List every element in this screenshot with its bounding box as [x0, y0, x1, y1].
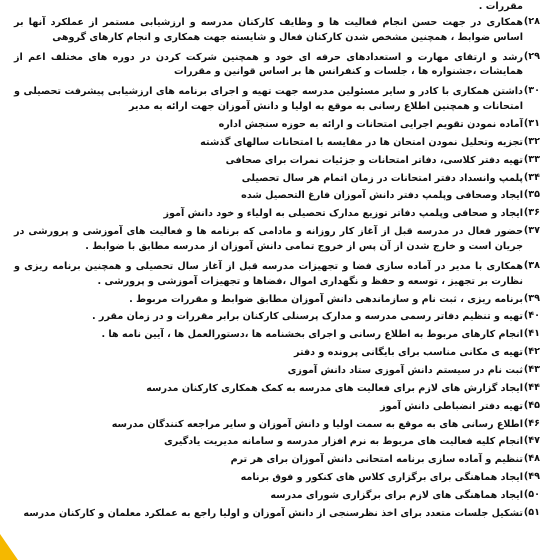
item-text: انجام کارهای مربوط به اطلاع رسانی و اجرای بخشنامه ها ،دستورالعمل ها ، آیین نامه ها . [101, 329, 523, 341]
continuation-line [14, 0, 540, 15]
list-item [14, 400, 540, 415]
item-number: ۴۳) [523, 364, 540, 376]
document-page [14, 0, 540, 560]
list-item [14, 136, 540, 151]
list-item [14, 189, 540, 204]
page-corner-decoration [0, 534, 18, 560]
item-number: ۴۱) [523, 328, 540, 340]
item-text: ایجاد هماهنگی های لازم برای برگزاری شورای مدرسه [270, 490, 523, 502]
list-item [14, 293, 540, 308]
item-number: ۳۵) [523, 189, 540, 201]
list-item [14, 260, 540, 290]
list-item [14, 328, 540, 343]
item-number: ۴۵) [523, 399, 540, 411]
item-text: برنامه ریزی ، ثبت نام و سازماندهی دانش آموزان مطابق ضوابط و مقررات مربوط . [129, 293, 523, 305]
item-text: تشکیل جلسات متعدد برای اخذ نظرسنجی از دانش آموزان و اولیا راجع به عملکرد معلمان و کارکنان مدرسه [23, 507, 523, 519]
item-number: ۳۸) [523, 259, 540, 271]
item-number: ۴۷) [523, 435, 540, 447]
item-text: انجام کلیه فعالیت های مربوط به نرم افزار مدرسه و سامانه مدیریت یادگیری [163, 436, 523, 448]
item-number: ۳۳) [523, 153, 540, 165]
list-item [14, 346, 540, 361]
item-text: ایجاد هماهنگی برای برگزاری کلاس های کنکور و فوق برنامه [240, 472, 523, 484]
list-item [14, 471, 540, 486]
item-number: ۴۴) [523, 381, 540, 393]
item-number: ۳۲) [523, 135, 540, 147]
item-text: رشد و ارتقای مهارت و استعدادهای حرفه ای خود و همچنین شرکت کردن در دوره های مختلف اعم از همایشات ،جشنواره ها ، جلسات و کنفرانس ها بر اساس قوانین و مقررات [14, 51, 523, 78]
item-text: داشتن همکاری با کادر و سایر مسئولین مدرسه جهت تهیه و اجرای برنامه های ارزشیابی پیشرفت تحصیلی و امتحانات و همچنین اطلاع رسانی به موقع به اولیا و دانش آموزان جهت ارائه به مدیر [14, 86, 523, 113]
continuation-text: مقررات . [478, 1, 523, 12]
list-item [14, 507, 540, 522]
item-number: ۲۹) [523, 50, 540, 62]
list-item [14, 418, 540, 433]
item-text: تهیه و تنظیم دفاتر رسمی مدرسه و مدارک پرسنلی کارکنان برابر مقررات و در زمان مقرر . [91, 311, 523, 323]
item-number: ۳۹) [523, 292, 540, 304]
item-text: ایجاد وصحافی وپلمپ دفتر دانش آموزان فارغ التحصیل شده [241, 190, 523, 202]
item-number: ۴۸) [523, 453, 540, 465]
item-text: پلمپ وانسداد دفتر امتحانات در زمان اتمام هر سال تحصیلی [241, 172, 523, 184]
list-item [14, 310, 540, 325]
list-item [14, 51, 540, 81]
item-number: ۴۶) [523, 417, 540, 429]
list-item [14, 364, 540, 379]
item-text: تهیه دفتر کلاسی، دفاتر امتحانات و جزئیات نمرات برای صحافی [225, 154, 523, 166]
item-text: ایجاد گزارش های لازم برای فعالیت های مدرسه به کمک همکاری کارکنان مدرسه [146, 382, 523, 394]
item-number: ۴۰) [523, 310, 540, 322]
list-item [14, 382, 540, 397]
item-number: ۳۶) [523, 207, 540, 219]
item-text: تجزیه وتحلیل نمودن امتحان ها در مقایسه با امتحانات سالهای گذشته [200, 136, 523, 148]
item-number: ۳۱) [523, 118, 540, 130]
item-number: ۲۸) [523, 15, 540, 27]
item-number: ۵۰) [523, 489, 540, 501]
list-item [14, 225, 540, 255]
item-number: ۵۱) [523, 506, 540, 518]
list-item [14, 154, 540, 169]
list-item [14, 489, 540, 504]
item-text: اطلاع رسانی های به موقع به سمت اولیا و دانش آموزان و سایر مراجعه کنندگان مدرسه [111, 418, 523, 430]
list-item [14, 118, 540, 133]
list-item [14, 16, 540, 46]
list-item [14, 207, 540, 222]
list-item [14, 453, 540, 468]
item-text: همکاری با مدیر در آماده سازی فضا و تجهیزات مدرسه قبل از آغاز سال تحصیلی و همچنین برنامه ریزی و نظارت بر تجهیز ، توسعه و حفظ و نگهداری اموال ،فضاها و تجهیزات آموزشی و پرورشی . [14, 260, 523, 287]
item-number: ۳۴) [523, 171, 540, 183]
item-number: ۳۰) [523, 85, 540, 97]
item-number: ۳۷) [523, 225, 540, 237]
list-item [14, 435, 540, 450]
item-text: حضور فعال در مدرسه قبل از آغاز کار روزانه و مادامی که برنامه ها و فعالیت های آموزشی و پرورشی در جریان است و خارج شدن از آن پس از خروج تمامی دانش آموزان از مدرسه مطابق با ضوابط . [14, 226, 523, 253]
item-number: ۴۹) [523, 471, 540, 483]
item-text: تهیه دفتر انضباطی دانش آموز [380, 400, 523, 412]
item-text: تنظیم و آماده سازی برنامه امتحانی دانش آموزان برای هر ترم [230, 454, 523, 466]
list-item [14, 172, 540, 187]
list-item [14, 85, 540, 115]
item-text: تهیه ی مکانی مناسب برای بایگانی پرونده و دفتر [293, 347, 523, 359]
item-text: آماده نمودن تقویم اجرایی امتحانات و ارائه به حوزه سنجش اداره [218, 119, 523, 131]
item-text: ایجاد و صحافی وپلمپ دفاتر توزیع مدارک تحصیلی به اولیاء و خود دانش آموز [163, 208, 523, 220]
item-text: ثبت نام در سیستم دانش آموزی ستاد دانش آموزی [287, 365, 523, 377]
item-text: همکاری در جهت حسن انجام فعالیت ها و وظایف کارکنان مدرسه و ارزشیابی مستمر از عملکرد آنها بر اساس ضوابط ، همچنین مشخص شدن کارکنان فعال و شایسته جهت همکاری و انجام کارهای گروهی [14, 16, 523, 43]
item-number: ۴۲) [523, 346, 540, 358]
